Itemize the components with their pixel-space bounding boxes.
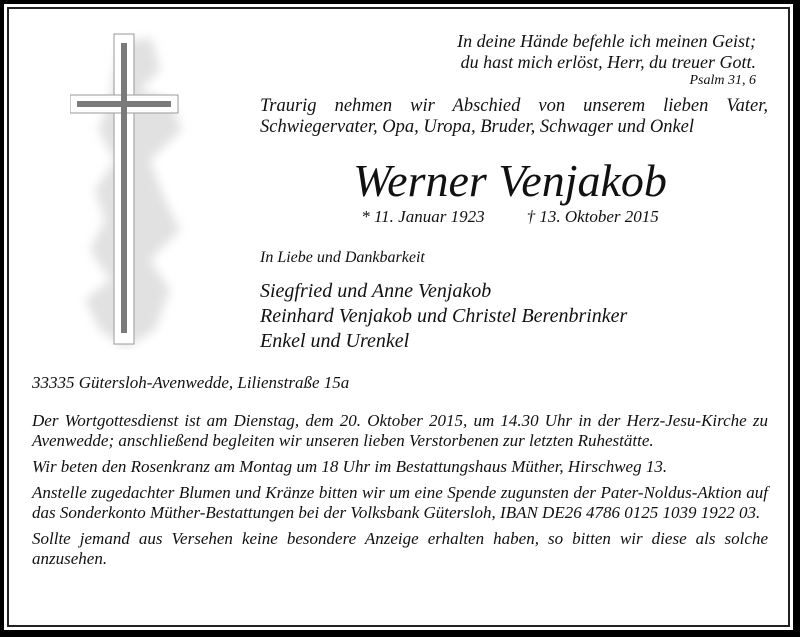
mourners-list bbox=[260, 279, 627, 354]
bible-verse bbox=[457, 31, 756, 89]
intro-line-2: Schwiegervater, Opa, Uropa, Bruder, Schwager und Onkel bbox=[260, 117, 695, 137]
verse-source: Psalm 31, 6 bbox=[689, 73, 756, 88]
mourners-heading: In Liebe und Dankbarkeit bbox=[260, 249, 425, 266]
death-date: † 13. Oktober 2015 bbox=[526, 207, 659, 226]
notice-announcement: Sollte jemand aus Versehen keine besondere Anzeige erhalten haben, so bitten wir diese als solche anzusehen. bbox=[32, 529, 768, 568]
service-notices bbox=[32, 411, 768, 575]
notice-rosary: Wir beten den Rosenkranz am Montag um 18 Uhr im Bestattungshaus Müther, Hirschweg 13. bbox=[32, 457, 668, 476]
obituary-card bbox=[7, 7, 790, 627]
intro-line-1: Traurig nehmen wir Abschied von unserem lieben Vater, bbox=[260, 96, 768, 116]
deceased-name: Werner Venjakob bbox=[353, 155, 667, 206]
life-dates bbox=[300, 207, 720, 227]
notice-donation: Anstelle zugedachter Blumen und Kränze bitten wir um eine Spende zugunsten der Pater-Noldus-Aktion auf das Sonderkonto Müther-Bestattungen bei der Volksbank Gütersloh, IBAN DE26 4786 0125 1039 1922 03. bbox=[32, 483, 768, 522]
announcement-intro bbox=[260, 96, 768, 138]
birth-date: * 11. Januar 1923 bbox=[361, 207, 485, 226]
notice-service: Der Wortgottesdienst ist am Dienstag, dem 20. Oktober 2015, um 14.30 Uhr in der Herz-Jesu-Kirche zu Avenwedde; anschließend begleiten wir unseren lieben Verstorbenen zur letzten Ruhestätte. bbox=[32, 411, 768, 450]
family-address: 33335 Gütersloh-Avenwedde, Lilienstraße 15a bbox=[32, 373, 350, 392]
cross-icon bbox=[70, 30, 200, 350]
mourner-name: Enkel und Urenkel bbox=[260, 330, 410, 352]
mourner-name: Siegfried und Anne Venjakob bbox=[260, 280, 492, 302]
verse-line-2: du hast mich erlöst, Herr, du treuer Gott. bbox=[460, 52, 756, 72]
mourner-name: Reinhard Venjakob und Christel Berenbrinker bbox=[260, 305, 628, 327]
verse-line-1: In deine Hände befehle ich meinen Geist; bbox=[457, 31, 756, 51]
